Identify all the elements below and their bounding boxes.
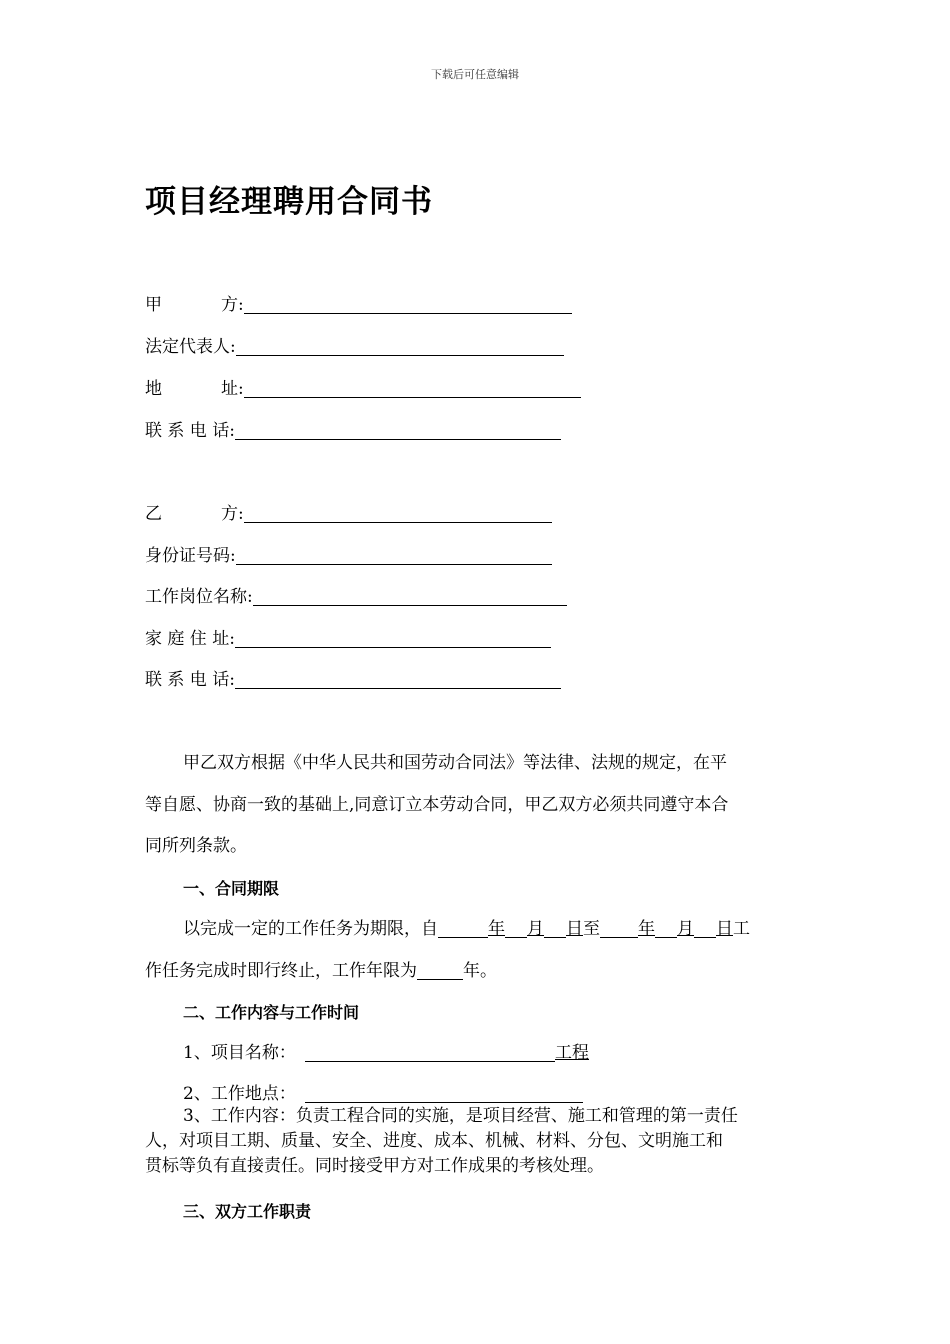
work-location-field[interactable] <box>305 1082 583 1103</box>
party-a-addr-label: 地 <box>145 379 162 399</box>
party-b-label: 乙 <box>145 504 162 524</box>
project-name-label: 1、项目名称： <box>183 1043 296 1063</box>
party-b-name-field[interactable] <box>244 502 552 523</box>
start-year-field[interactable] <box>438 917 488 938</box>
party-b-home-field[interactable] <box>235 627 551 648</box>
party-b-phone-row <box>145 668 561 692</box>
project-name-row <box>183 1041 589 1065</box>
party-a-label-suffix: 方: <box>221 295 244 315</box>
end-day-label: 日 <box>716 919 733 939</box>
party-a-name-row <box>145 293 572 317</box>
party-a-phone-label: 联 系 电 话: <box>145 421 235 441</box>
to-label: 至 <box>583 919 600 939</box>
work-location-row <box>183 1082 583 1106</box>
party-a-rep-label: 法定代表人: <box>145 337 236 357</box>
party-b-name-row <box>145 502 552 526</box>
page-header: 下载后可任意编辑 <box>431 68 519 81</box>
start-year-label: 年 <box>488 919 505 939</box>
party-b-label-suffix: 方: <box>221 504 244 524</box>
section-2-heading: 二、工作内容与工作时间 <box>183 1003 360 1022</box>
term-years-field[interactable] <box>417 959 463 980</box>
work-location-label: 2、工作地点： <box>183 1084 296 1104</box>
party-b-phone-field[interactable] <box>235 668 561 689</box>
party-b-post-row <box>145 585 567 609</box>
term-years-suffix: 年。 <box>463 961 497 981</box>
party-b-id-field[interactable] <box>236 544 552 565</box>
section-1-line-2 <box>145 959 497 983</box>
party-a-addr-row <box>145 377 581 401</box>
start-month-field[interactable] <box>505 917 527 938</box>
intro-line-1: 甲乙双方根据《中华人民共和国劳动合同法》等法律、法规的规定，在平 <box>183 753 727 773</box>
project-name-suffix: 工程 <box>555 1043 589 1063</box>
term-line-end: 工 <box>733 919 750 939</box>
end-month-label: 月 <box>677 919 694 939</box>
party-b-home-row <box>145 627 551 651</box>
end-year-field[interactable] <box>600 917 638 938</box>
end-day-field[interactable] <box>694 917 716 938</box>
section-3-heading: 三、双方工作职责 <box>183 1202 312 1221</box>
work-content-line-1: 3、工作内容：负责工程合同的实施，是项目经营、施工和管理的第一责任 <box>183 1106 738 1126</box>
party-a-phone-row <box>145 419 561 443</box>
party-a-label: 甲 <box>145 295 162 315</box>
party-a-addr-label-suffix: 址: <box>221 379 244 399</box>
party-b-phone-label: 联 系 电 话: <box>145 670 235 690</box>
party-b-post-field[interactable] <box>253 585 567 606</box>
work-content-line-3: 贯标等负有直接责任。同时接受甲方对工作成果的考核处理。 <box>145 1156 604 1176</box>
party-a-addr-field[interactable] <box>244 377 581 398</box>
intro-line-2: 等自愿、协商一致的基础上,同意订立本劳动合同，甲乙双方必须共同遵守本合 <box>145 795 729 815</box>
party-a-rep-row <box>145 335 564 359</box>
section-1-line-1 <box>183 917 750 941</box>
work-content-line-2: 人，对项目工期、质量、安全、进度、成本、机械、材料、分包、文明施工和 <box>145 1131 723 1151</box>
party-a-rep-field[interactable] <box>236 335 564 356</box>
party-b-post-label: 工作岗位名称: <box>145 587 253 607</box>
term-years-text: 作任务完成时即行终止，工作年限为 <box>145 961 417 981</box>
document-title: 项目经理聘用合同书 <box>145 184 433 220</box>
party-a-phone-field[interactable] <box>235 419 561 440</box>
term-intro-text: 以完成一定的工作任务为期限，自 <box>183 919 438 939</box>
start-day-field[interactable] <box>544 917 566 938</box>
intro-line-3: 同所列条款。 <box>145 836 247 856</box>
party-b-id-row <box>145 544 552 568</box>
party-b-id-label: 身份证号码: <box>145 546 236 566</box>
end-year-label: 年 <box>638 919 655 939</box>
project-name-field[interactable] <box>305 1041 555 1062</box>
start-month-label: 月 <box>527 919 544 939</box>
party-b-home-label: 家 庭 住 址: <box>145 629 235 649</box>
start-day-label: 日 <box>566 919 583 939</box>
party-a-name-field[interactable] <box>244 293 572 314</box>
section-1-heading: 一、合同期限 <box>183 879 280 898</box>
end-month-field[interactable] <box>655 917 677 938</box>
